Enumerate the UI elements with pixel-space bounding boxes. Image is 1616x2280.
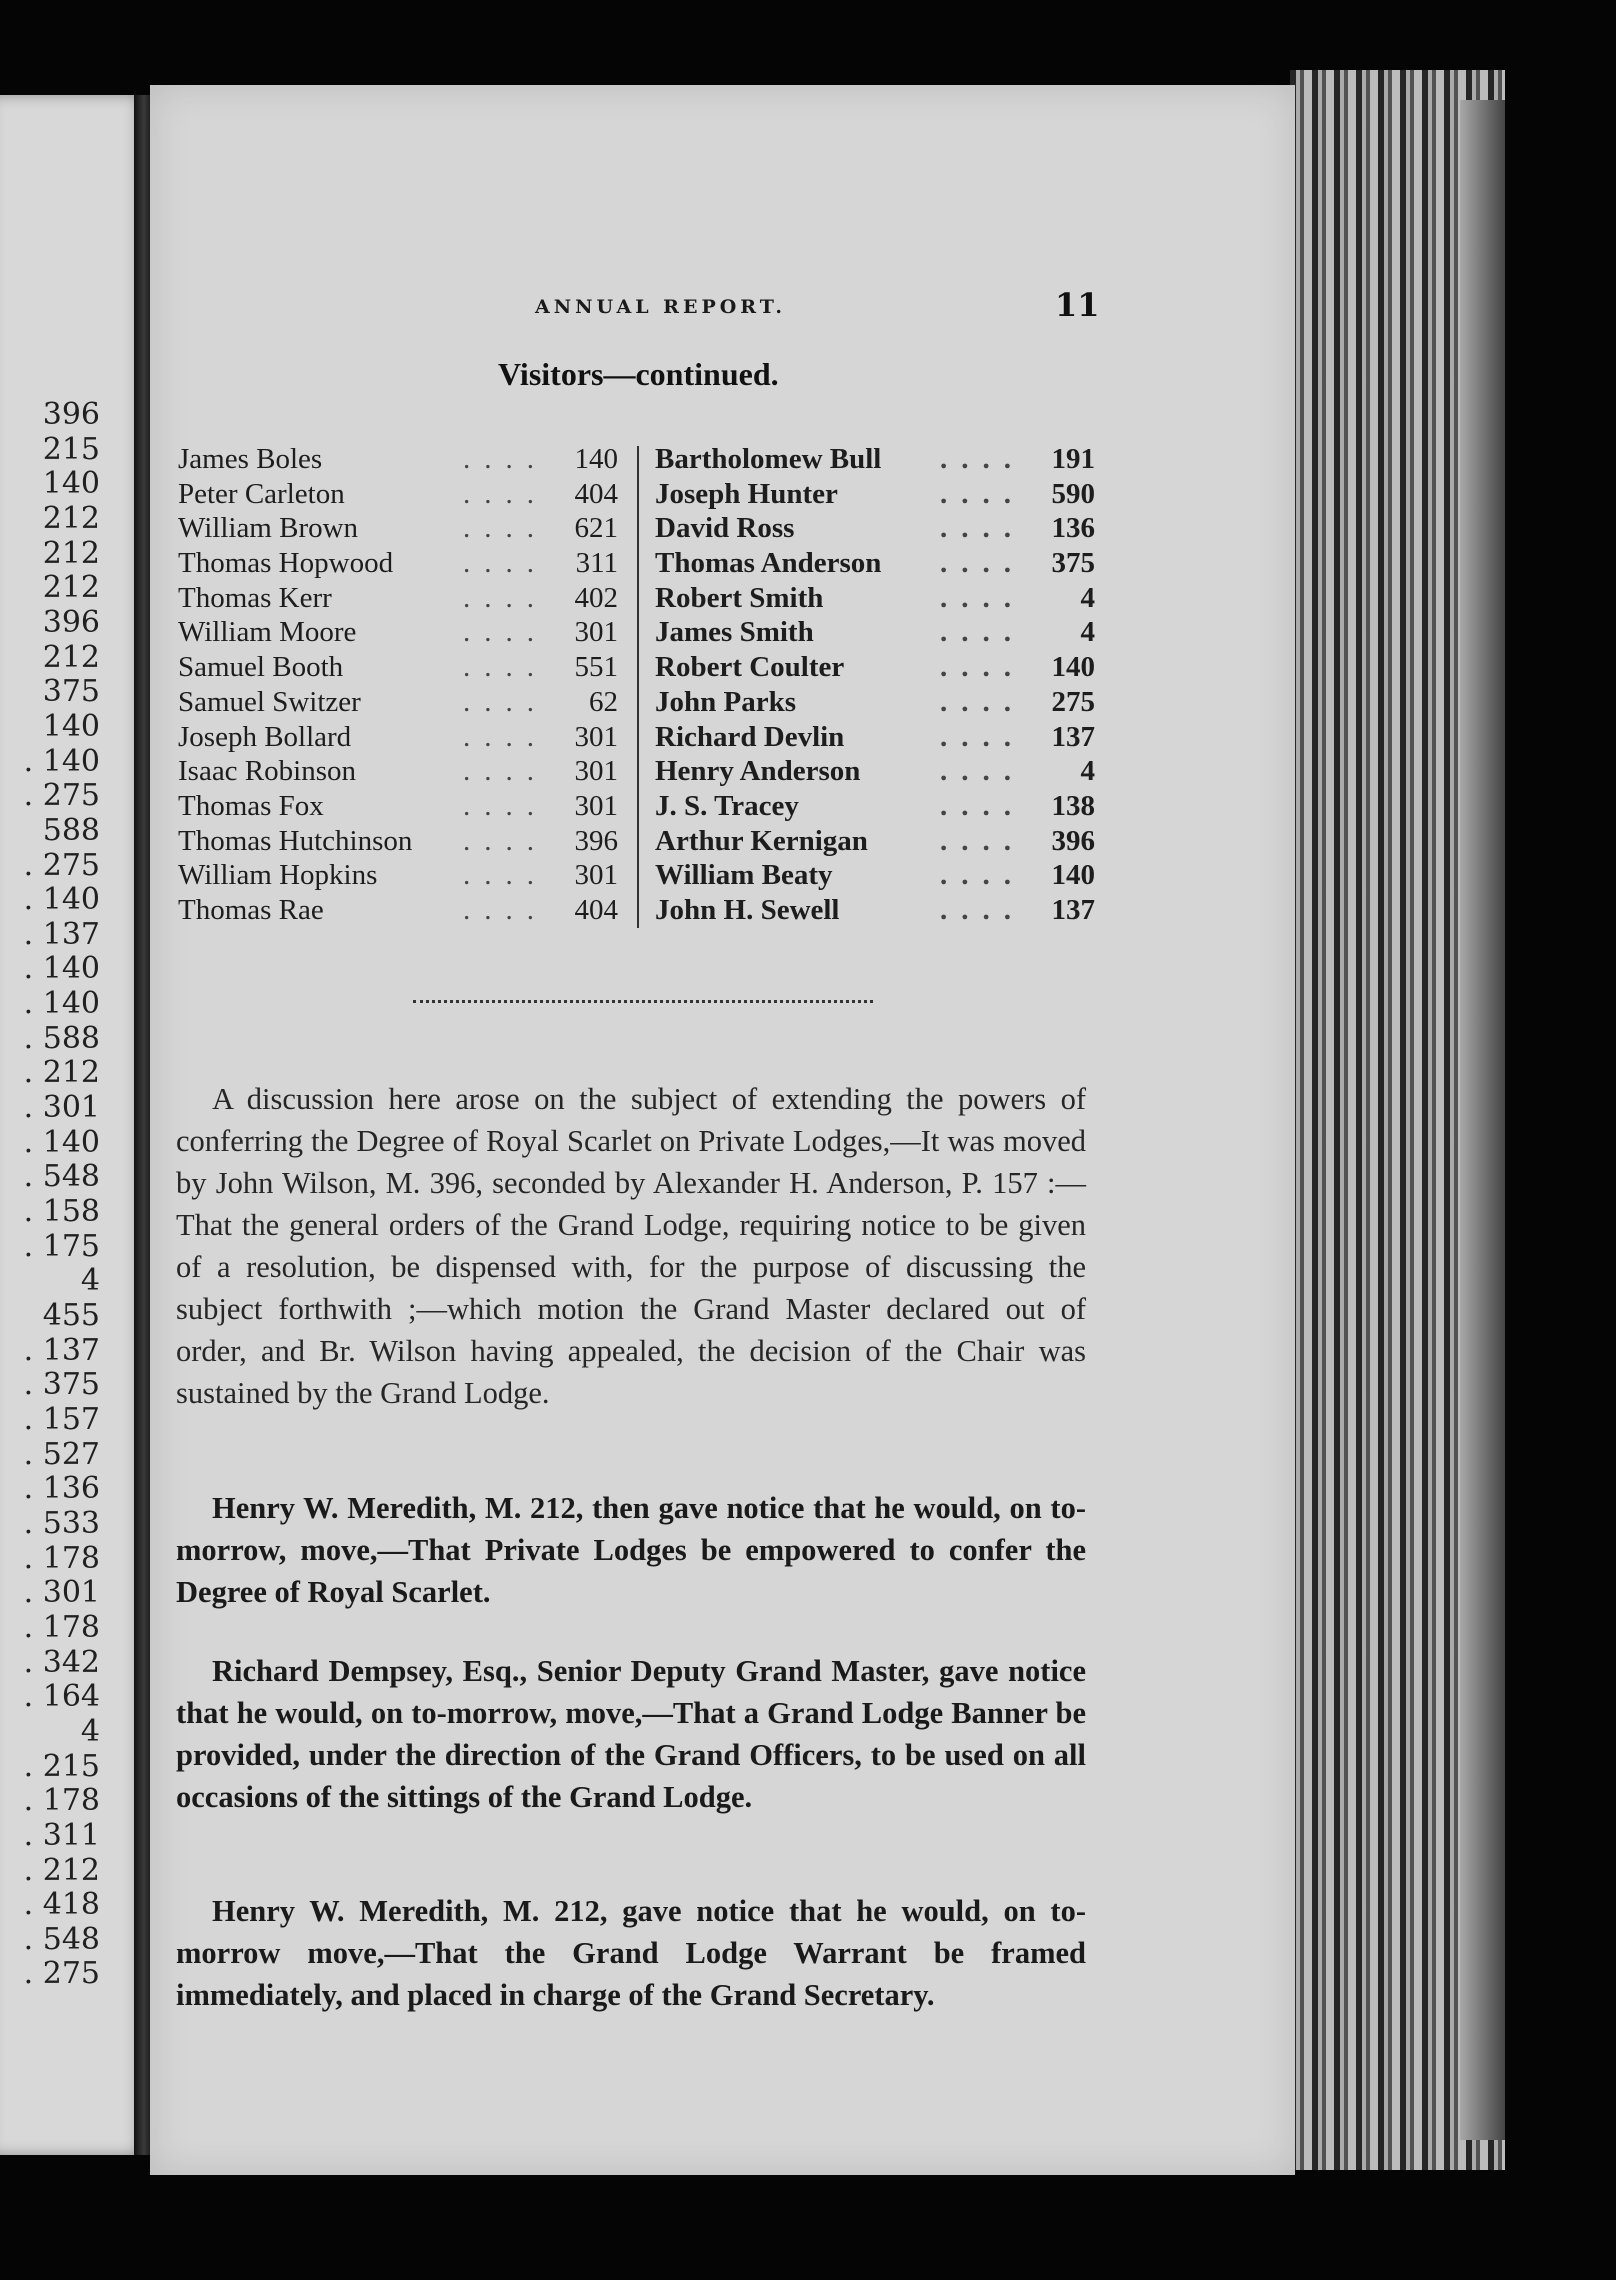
lodge-number: 4 bbox=[1080, 581, 1095, 614]
visitor-name: Thomas Kerr bbox=[178, 581, 332, 614]
leader-dots: .... bbox=[940, 859, 1025, 892]
visitor-row bbox=[655, 442, 1095, 477]
facing-page-number: . 140 bbox=[23, 1124, 100, 1160]
visitor-row bbox=[178, 650, 618, 685]
facing-page-number: . 178 bbox=[23, 1540, 100, 1576]
visitor-name: Isaac Robinson bbox=[178, 755, 356, 788]
leader-dots: .... bbox=[463, 651, 548, 684]
visitor-row bbox=[178, 546, 618, 581]
page-number: 11 bbox=[1055, 286, 1100, 324]
lodge-number: 396 bbox=[574, 824, 618, 857]
paragraph-warrant-notice: Henry W. Meredith, M. 212, gave notice that he would, on to-morrow move,—That the Grand Lodge Warrant be framed immediately, and placed in charge of the Grand Secretary. bbox=[176, 1894, 1086, 2012]
facing-page-number: . 418 bbox=[23, 1887, 100, 1923]
facing-page-number: 212 bbox=[42, 500, 100, 536]
facing-page-number: . 527 bbox=[23, 1436, 100, 1472]
leader-dots: .... bbox=[463, 581, 548, 614]
paragraph-dempsey-notice: Richard Dempsey, Esq., Senior Deputy Grand Master, gave notice that he would, on to-morrow, move,—That a Grand Lodge Banner be provided, under the direction of the Grand Officers, to be used on all occasions of the sittings of the Grand Lodge. bbox=[176, 1654, 1086, 1814]
visitor-row bbox=[178, 893, 618, 928]
visitor-name: John Parks bbox=[655, 685, 797, 718]
book-cover-edge bbox=[1460, 100, 1505, 2140]
lodge-number: 140 bbox=[1051, 859, 1095, 892]
leader-dots: .... bbox=[940, 443, 1025, 475]
leader-dots: .... bbox=[940, 651, 1025, 684]
facing-page-number: 140 bbox=[42, 708, 100, 744]
leader-dots: .... bbox=[940, 616, 1025, 649]
lodge-number: 551 bbox=[574, 651, 618, 684]
lodge-number: 375 bbox=[1051, 547, 1095, 580]
lodge-number: 404 bbox=[574, 893, 618, 926]
visitor-row bbox=[178, 824, 618, 859]
leader-dots: .... bbox=[940, 720, 1025, 753]
facing-page-number: . 275 bbox=[23, 847, 100, 883]
lodge-number: 301 bbox=[574, 616, 618, 649]
facing-page-number: . 158 bbox=[23, 1194, 100, 1230]
lodge-number: 301 bbox=[574, 789, 618, 822]
visitor-name: Samuel Switzer bbox=[178, 685, 361, 718]
column-brace bbox=[637, 446, 642, 928]
facing-page-number: . 311 bbox=[23, 1817, 100, 1853]
visitor-name: J. S. Tracey bbox=[655, 789, 799, 822]
facing-page-number: . 301 bbox=[23, 1575, 100, 1611]
leader-dots: .... bbox=[463, 893, 548, 926]
visitor-row bbox=[655, 893, 1095, 928]
lodge-number: 62 bbox=[589, 685, 618, 718]
facing-page-number: . 140 bbox=[23, 986, 100, 1022]
leader-dots: .... bbox=[463, 616, 548, 649]
facing-page-number: 4 bbox=[80, 1263, 100, 1299]
lodge-number: 4 bbox=[1080, 755, 1095, 788]
facing-page-number: 212 bbox=[42, 535, 100, 571]
facing-page-number: 215 bbox=[42, 431, 100, 467]
leader-dots: .... bbox=[463, 859, 548, 892]
visitor-name: William Hopkins bbox=[178, 859, 378, 892]
facing-page-number: . 175 bbox=[23, 1228, 100, 1264]
visitor-row bbox=[655, 581, 1095, 616]
visitor-row bbox=[655, 685, 1095, 720]
visitor-name: Thomas Hopwood bbox=[178, 547, 394, 580]
facing-page-number: . 136 bbox=[23, 1471, 100, 1507]
visitor-name: Henry Anderson bbox=[655, 755, 861, 788]
lodge-number: 137 bbox=[1051, 893, 1095, 926]
facing-page-number: . 157 bbox=[23, 1401, 100, 1437]
facing-page-number: 396 bbox=[42, 397, 100, 432]
facing-page-number: . 548 bbox=[23, 1921, 100, 1957]
section-title: Visitors—continued. bbox=[498, 356, 779, 392]
visitor-name: John H. Sewell bbox=[655, 893, 840, 926]
visitor-name: William Brown bbox=[178, 512, 359, 545]
visitor-name: Richard Devlin bbox=[655, 720, 845, 753]
lodge-number: 301 bbox=[574, 720, 618, 753]
facing-page-number: . 178 bbox=[23, 1783, 100, 1819]
lodge-number: 404 bbox=[574, 477, 618, 510]
facing-page-number: 455 bbox=[42, 1298, 100, 1334]
facing-page-number: . 375 bbox=[23, 1367, 100, 1403]
visitor-name: Samuel Booth bbox=[178, 651, 344, 684]
facing-page-number: . 215 bbox=[23, 1748, 100, 1784]
lodge-number: 301 bbox=[574, 755, 618, 788]
visitor-name: Thomas Hutchinson bbox=[178, 824, 413, 857]
facing-page-number: . 140 bbox=[23, 882, 100, 918]
visitor-row bbox=[178, 442, 618, 477]
visitor-row bbox=[655, 511, 1095, 546]
leader-dots: .... bbox=[940, 581, 1025, 614]
facing-page-number: . 301 bbox=[23, 1090, 100, 1126]
visitor-name: Robert Coulter bbox=[655, 651, 845, 684]
visitor-row bbox=[655, 615, 1095, 650]
lodge-number: 402 bbox=[574, 581, 618, 614]
visitor-row bbox=[178, 754, 618, 789]
lodge-number: 275 bbox=[1051, 685, 1095, 718]
lodge-number: 138 bbox=[1051, 789, 1095, 822]
paragraph-discussion: A discussion here arose on the subject of extending the powers of conferring the Degree of Royal Scarlet on Private Lodges,—It was moved by John Wilson, M. 396, seconded by Alexander H. Anderson, P. 157 :—That the general orders of the Grand Lodge, requiring notice to be given of a resolution, be dispensed with, for the purpose of discussing the subject forthwith ;—which motion the Grand Master declared out of order, and Br. Wilson having appealed, the decision of the Chair was sustained by the Grand Lodge. bbox=[176, 1082, 1086, 1410]
visitor-row bbox=[178, 720, 618, 755]
leader-dots: .... bbox=[463, 755, 548, 788]
facing-page-number: . 533 bbox=[23, 1505, 100, 1541]
facing-page-number: . 212 bbox=[23, 1055, 100, 1091]
visitor-row bbox=[178, 511, 618, 546]
visitor-name: James Smith bbox=[655, 616, 814, 649]
lodge-number: 621 bbox=[574, 512, 618, 545]
lodge-number: 140 bbox=[574, 443, 618, 475]
lodge-number: 396 bbox=[1051, 824, 1095, 857]
leader-dots: .... bbox=[940, 893, 1025, 926]
visitor-row bbox=[655, 824, 1095, 859]
visitor-row bbox=[178, 581, 618, 616]
visitor-row bbox=[178, 477, 618, 512]
facing-page-number: . 137 bbox=[23, 1332, 100, 1368]
facing-page-number: 4 bbox=[80, 1713, 100, 1749]
visitor-name: Thomas Fox bbox=[178, 789, 324, 822]
visitor-row bbox=[178, 789, 618, 824]
facing-page-number: 212 bbox=[42, 570, 100, 606]
facing-page-number: 212 bbox=[42, 639, 100, 675]
visitor-row bbox=[655, 858, 1095, 893]
lodge-number: 140 bbox=[1051, 651, 1095, 684]
visitor-name: Robert Smith bbox=[655, 581, 824, 614]
visitor-name: Joseph Hunter bbox=[655, 477, 838, 510]
visitor-name: Peter Carleton bbox=[178, 477, 345, 510]
facing-page-number: 396 bbox=[42, 604, 100, 640]
leader-dots: .... bbox=[940, 512, 1025, 545]
visitor-name: Bartholomew Bull bbox=[655, 443, 882, 475]
visitor-row bbox=[178, 858, 618, 893]
visitor-name: Thomas Anderson bbox=[655, 547, 882, 580]
lodge-number: 301 bbox=[574, 859, 618, 892]
facing-page-number: . 137 bbox=[23, 916, 100, 952]
facing-page-number: . 178 bbox=[23, 1609, 100, 1645]
lodge-number: 191 bbox=[1051, 443, 1095, 475]
facing-page-number: . 140 bbox=[23, 951, 100, 987]
facing-page-number: . 342 bbox=[23, 1644, 100, 1680]
facing-page-number: . 275 bbox=[23, 1956, 100, 1992]
visitor-row bbox=[655, 546, 1095, 581]
leader-dots: .... bbox=[940, 547, 1025, 580]
lodge-number: 590 bbox=[1051, 477, 1095, 510]
leader-dots: .... bbox=[463, 443, 548, 475]
facing-page-number: 140 bbox=[42, 466, 100, 502]
visitor-row bbox=[655, 789, 1095, 824]
facing-page-number: . 164 bbox=[23, 1679, 100, 1715]
leader-dots: .... bbox=[940, 755, 1025, 788]
visitor-name: James Boles bbox=[178, 443, 323, 475]
facing-page-number: . 588 bbox=[23, 1020, 100, 1056]
leader-dots: .... bbox=[463, 789, 548, 822]
lodge-number: 137 bbox=[1051, 720, 1095, 753]
visitor-row bbox=[655, 650, 1095, 685]
visitor-name: Thomas Rae bbox=[178, 893, 324, 926]
facing-page-number: . 275 bbox=[23, 778, 100, 814]
visitor-row bbox=[655, 754, 1095, 789]
visitors-column-left bbox=[178, 442, 618, 928]
leader-dots: .... bbox=[463, 547, 548, 580]
lodge-number: 4 bbox=[1080, 616, 1095, 649]
visitor-row bbox=[655, 720, 1095, 755]
leader-dots: .... bbox=[463, 720, 548, 753]
facing-page-number: 375 bbox=[42, 674, 100, 710]
running-head: ANNUAL REPORT. bbox=[535, 296, 787, 318]
leader-dots: .... bbox=[463, 512, 548, 545]
visitors-column-right bbox=[655, 442, 1095, 928]
section-divider bbox=[413, 1000, 873, 1003]
visitor-name: Joseph Bollard bbox=[178, 720, 352, 753]
facing-page-number: . 140 bbox=[23, 743, 100, 779]
visitor-name: Arthur Kernigan bbox=[655, 824, 868, 857]
visitor-name: William Beaty bbox=[655, 859, 833, 892]
lodge-number: 136 bbox=[1051, 512, 1095, 545]
leader-dots: .... bbox=[940, 685, 1025, 718]
visitor-name: William Moore bbox=[178, 616, 357, 649]
facing-page-number: 588 bbox=[42, 812, 100, 848]
leader-dots: .... bbox=[940, 824, 1025, 857]
paragraph-meredith-notice: Henry W. Meredith, M. 212, then gave notice that he would, on to-morrow, move,—That Private Lodges be empowered to confer the Degree of Royal Scarlet. bbox=[176, 1491, 1086, 1609]
leader-dots: .... bbox=[463, 824, 548, 857]
visitor-row bbox=[178, 685, 618, 720]
leader-dots: .... bbox=[940, 789, 1025, 822]
facing-page bbox=[0, 95, 148, 2155]
facing-page-number: . 548 bbox=[23, 1159, 100, 1195]
visitor-row bbox=[178, 615, 618, 650]
leader-dots: .... bbox=[463, 685, 548, 718]
visitor-row bbox=[655, 477, 1095, 512]
leader-dots: .... bbox=[940, 477, 1025, 510]
facing-page-number: . 212 bbox=[23, 1852, 100, 1888]
lodge-number: 311 bbox=[575, 547, 618, 580]
visitor-name: David Ross bbox=[655, 512, 795, 545]
leader-dots: .... bbox=[463, 477, 548, 510]
